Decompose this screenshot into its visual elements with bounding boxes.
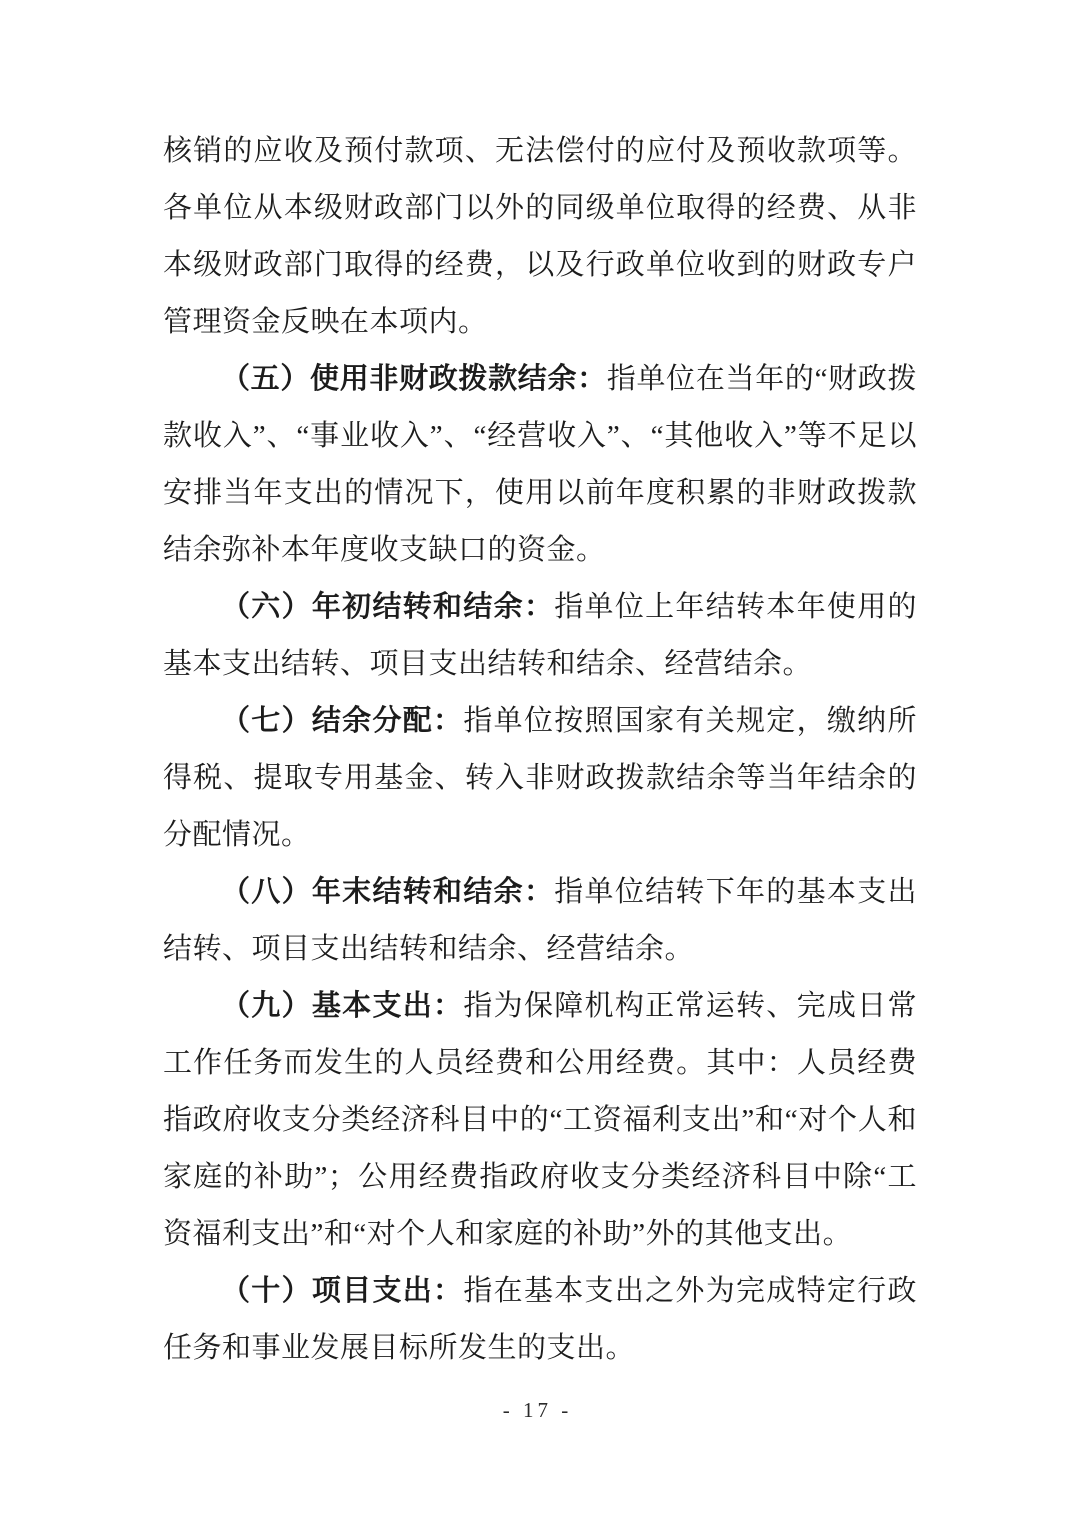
paragraph-text: 指单位按照国家有关规定，缴纳所得税、提取专用基金、转入非财政拨款结余等当年结余的分配情况。 bbox=[163, 705, 917, 851]
paragraph-continuation bbox=[163, 123, 917, 351]
paragraph-heading: （五）使用非财政拨款结余： bbox=[221, 363, 607, 395]
paragraph-text: 指单位结转下年的基本支出结转、项目支出结转和结余、经营结余。 bbox=[163, 876, 917, 965]
paragraph-heading: （九）基本支出： bbox=[221, 990, 464, 1022]
paragraph-heading: （八）年末结转和结余： bbox=[221, 876, 555, 908]
paragraph-item-6 bbox=[163, 579, 917, 693]
paragraph-text: 核销的应收及预付款项、无法偿付的应付及预收款项等。各单位从本级财政部门以外的同级单位取得的经费、从非本级财政部门取得的经费，以及行政单位收到的财政专户管理资金反映在本项内。 bbox=[163, 135, 917, 338]
page-body-text bbox=[163, 123, 917, 1377]
paragraph-item-5 bbox=[163, 351, 917, 579]
paragraph-heading: （六）年初结转和结余： bbox=[221, 591, 555, 623]
paragraph-heading: （十）项目支出： bbox=[221, 1275, 464, 1307]
page-number: - 17 - bbox=[502, 1398, 573, 1422]
paragraph-text: 指单位上年结转本年使用的基本支出结转、项目支出结转和结余、经营结余。 bbox=[163, 591, 917, 680]
paragraph-text: 指单位在当年的“财政拨款收入”、“事业收入”、“经营收入”、“其他收入”等不足以安排当年支出的情况下，使用以前年度积累的非财政拨款结余弥补本年度收支缺口的资金。 bbox=[163, 363, 917, 566]
paragraph-item-10 bbox=[163, 1263, 917, 1377]
paragraph-item-7 bbox=[163, 693, 917, 864]
paragraph-item-8 bbox=[163, 864, 917, 978]
paragraph-item-9 bbox=[163, 978, 917, 1263]
paragraph-text: 指为保障机构正常运转、完成日常工作任务而发生的人员经费和公用经费。其中：人员经费指政府收支分类经济科目中的“工资福利支出”和“对个人和家庭的补助”；公用经费指政府收支分类经济科目中除“工资福利支出”和“对个人和家庭的补助”外的其他支出。 bbox=[163, 990, 917, 1250]
paragraph-heading: （七）结余分配： bbox=[221, 705, 464, 737]
paragraph-text: 指在基本支出之外为完成特定行政任务和事业发展目标所发生的支出。 bbox=[163, 1275, 917, 1364]
